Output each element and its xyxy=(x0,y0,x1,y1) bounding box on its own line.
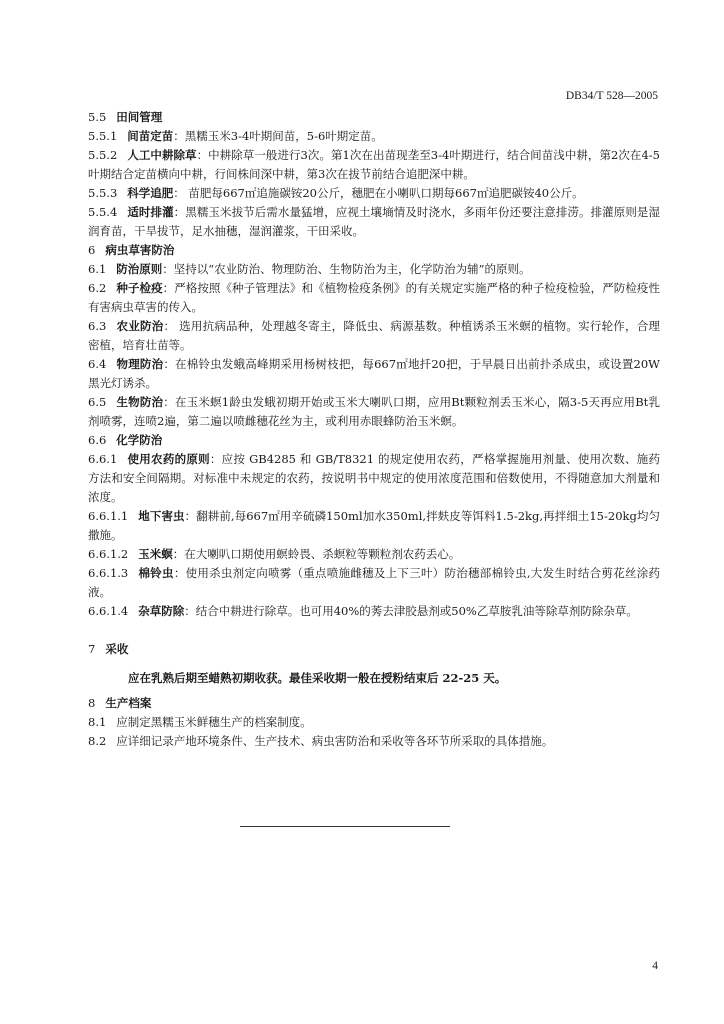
spacer xyxy=(88,621,660,640)
paragraph xyxy=(88,602,660,621)
clause-title: 地下害虫 xyxy=(138,509,185,523)
clause-number: 6.6.1.4 xyxy=(88,604,129,618)
paragraph xyxy=(88,108,660,127)
clause-number: 6.3 xyxy=(88,319,107,333)
paragraph xyxy=(88,564,660,602)
clause-text: ：翻耕前,每667㎡用辛硫磷150ml加水350ml,拌麸皮等饵料1.5-2kg,再拌细土15-20kg均匀撒施。 xyxy=(88,509,660,542)
clause-number: 6.6 xyxy=(88,433,107,447)
paragraph xyxy=(88,260,660,279)
clause-title: 种子检疫 xyxy=(116,281,163,295)
document-code: DB34/T 528—2005 xyxy=(565,90,658,102)
clause-title: 生产档案 xyxy=(105,696,152,710)
paragraph xyxy=(88,713,660,732)
clause-number: 6.6.1.2 xyxy=(88,547,129,561)
clause-text: 应详细记录产地环境条件、生产技术、病虫害防治和采收等各环节所采取的具体措施。 xyxy=(116,734,554,748)
paragraph xyxy=(88,393,660,431)
clause-text: ：在玉米螟1龄虫发蛾初期开始或玉米大喇叭口期，应用Bt颗粒剂丢玉米心，隔3-5天再应用Bt乳剂喷雾，连喷2遍，第二遍以喷雌穗花丝为主，或利用赤眼蜂防治玉米螟。 xyxy=(88,395,660,428)
clause-title: 棉铃虫 xyxy=(138,566,174,580)
clause-text: ：坚持以“农业防治、物理防治、生物防治为主，化学防治为辅”的原则。 xyxy=(162,262,531,276)
section-number: 7 xyxy=(88,642,96,656)
clause-number: 6.2 xyxy=(88,281,107,295)
clause-title: 病虫草害防治 xyxy=(105,243,175,257)
clause-text: ：应按 GB4285 和 GB/T8321 的规定使用农药，严格掌握施用剂量、使用次数、施药方法和安全间隔期。对标准中未规定的农药，按说明书中规定的使用浓度范围和倍数使用，不得随意加大剂量和浓度。 xyxy=(88,452,660,504)
clause-number: 6.6.1 xyxy=(88,452,118,466)
clause-title: 使用农药的原则 xyxy=(127,452,210,466)
clause-title: 物理防治 xyxy=(116,357,164,371)
section-8 xyxy=(88,694,660,751)
clause-text: ： 苗肥每667㎡追施碳铵20公斤，穗肥在小喇叭口期每667㎡追肥碳铵40公斤。 xyxy=(173,186,584,200)
clause-number: 5.5 xyxy=(88,110,107,124)
paragraph xyxy=(88,146,660,184)
clause-number: 6.1 xyxy=(88,262,107,276)
clause-text: ：在大喇叭口期使用螟蛉畏、杀螟粒等颗粒剂农药丢心。 xyxy=(172,547,461,561)
paragraph xyxy=(88,694,660,713)
end-divider xyxy=(240,826,450,827)
clause-text: ：使用杀虫剂定向喷雾（重点喷施雌穗及上下三叶）防治穗部棉铃虫,大发生时结合剪花丝涂药液。 xyxy=(88,566,660,599)
clause-number: 5.5.2 xyxy=(88,148,118,162)
clause-title: 生物防治 xyxy=(116,395,164,409)
clause-title: 间苗定苗 xyxy=(127,129,174,143)
clause-number: 6.5 xyxy=(88,395,107,409)
section-7-heading xyxy=(88,640,660,659)
clause-title: 杂草防除 xyxy=(138,604,185,618)
clause-title: 化学防治 xyxy=(116,433,163,447)
section-7-body: 应在乳熟后期至蜡熟初期收获。最佳采收期一般在授粉结束后 22-25 天。 xyxy=(128,671,507,685)
clause-number: 8.1 xyxy=(88,715,107,729)
clause-number: 6.6.1.1 xyxy=(88,509,129,523)
clause-text: ：严格按照《种子管理法》和《植物检疫条例》的有关规定实施严格的种子检疫检验，严防检疫性有害病虫草害的传入。 xyxy=(88,281,660,314)
clause-number: 5.5.4 xyxy=(88,205,118,219)
paragraph xyxy=(88,732,660,751)
section-title: 采收 xyxy=(105,642,129,656)
page-number: 4 xyxy=(652,960,658,972)
clause-title: 农业防治 xyxy=(116,319,164,333)
clause-text: ：在棉铃虫发蛾高峰期采用杨树枝把，每667㎡地扦20把，于早晨日出前扑杀成虫，或设置20W黑光灯诱杀。 xyxy=(88,357,660,390)
clause-number: 6.6.1.3 xyxy=(88,566,129,580)
clause-number: 8.2 xyxy=(88,734,107,748)
paragraph xyxy=(88,203,660,241)
clause-title: 玉米螟 xyxy=(138,547,173,561)
paragraph xyxy=(88,431,660,450)
paragraph xyxy=(88,279,660,317)
clause-title: 防治原则 xyxy=(116,262,163,276)
clause-title: 适时排灌 xyxy=(127,205,174,219)
clause-title: 人工中耕除草 xyxy=(127,148,197,162)
clause-number: 5.5.3 xyxy=(88,186,118,200)
paragraph xyxy=(88,241,660,260)
paragraph xyxy=(88,127,660,146)
clause-title: 田间管理 xyxy=(116,110,163,124)
clause-number: 5.5.1 xyxy=(88,129,118,143)
clause-text: 应制定黑糯玉米鲜穗生产的档案制度。 xyxy=(116,715,312,729)
clause-number: 6.4 xyxy=(88,357,107,371)
clause-text: ：结合中耕进行除草。也可用40%的莠去津胶悬剂或50%乙草胺乳油等除草剂防除杂草。 xyxy=(184,604,638,618)
clause-text: ：黑糯玉米3-4叶期间苗，5-6叶期定苗。 xyxy=(173,129,383,143)
paragraph xyxy=(88,355,660,393)
sections-5-6 xyxy=(88,108,660,621)
clause-number: 6 xyxy=(88,243,96,257)
clause-number: 8 xyxy=(88,696,96,710)
clause-text: ：黑糯玉米拔节后需水量猛增，应视土壤墒情及时浇水，多雨年份还要注意排涝。排灌原则是湿润育苗，干旱拔节，足水抽穗，湿润灌浆，干田采收。 xyxy=(88,205,660,238)
paragraph xyxy=(88,317,660,355)
clause-title: 科学追肥 xyxy=(127,186,174,200)
clause-text: ：中耕除草一般进行3次。第1次在出苗现垄至3-4叶期进行，结合间苗浅中耕，第2次在4-5叶期结合定苗横向中耕，行间株间深中耕，第3次在拔节前结合追肥深中耕。 xyxy=(88,148,661,181)
document-body xyxy=(88,108,660,751)
paragraph xyxy=(88,545,660,564)
paragraph xyxy=(88,450,660,507)
clause-text: ： 选用抗病品种，处理越冬寄主，降低虫、病源基数。种植诱杀玉米螟的植物。实行轮作，合理密植，培育壮苗等。 xyxy=(88,319,661,352)
paragraph xyxy=(88,507,660,545)
paragraph xyxy=(88,184,660,203)
